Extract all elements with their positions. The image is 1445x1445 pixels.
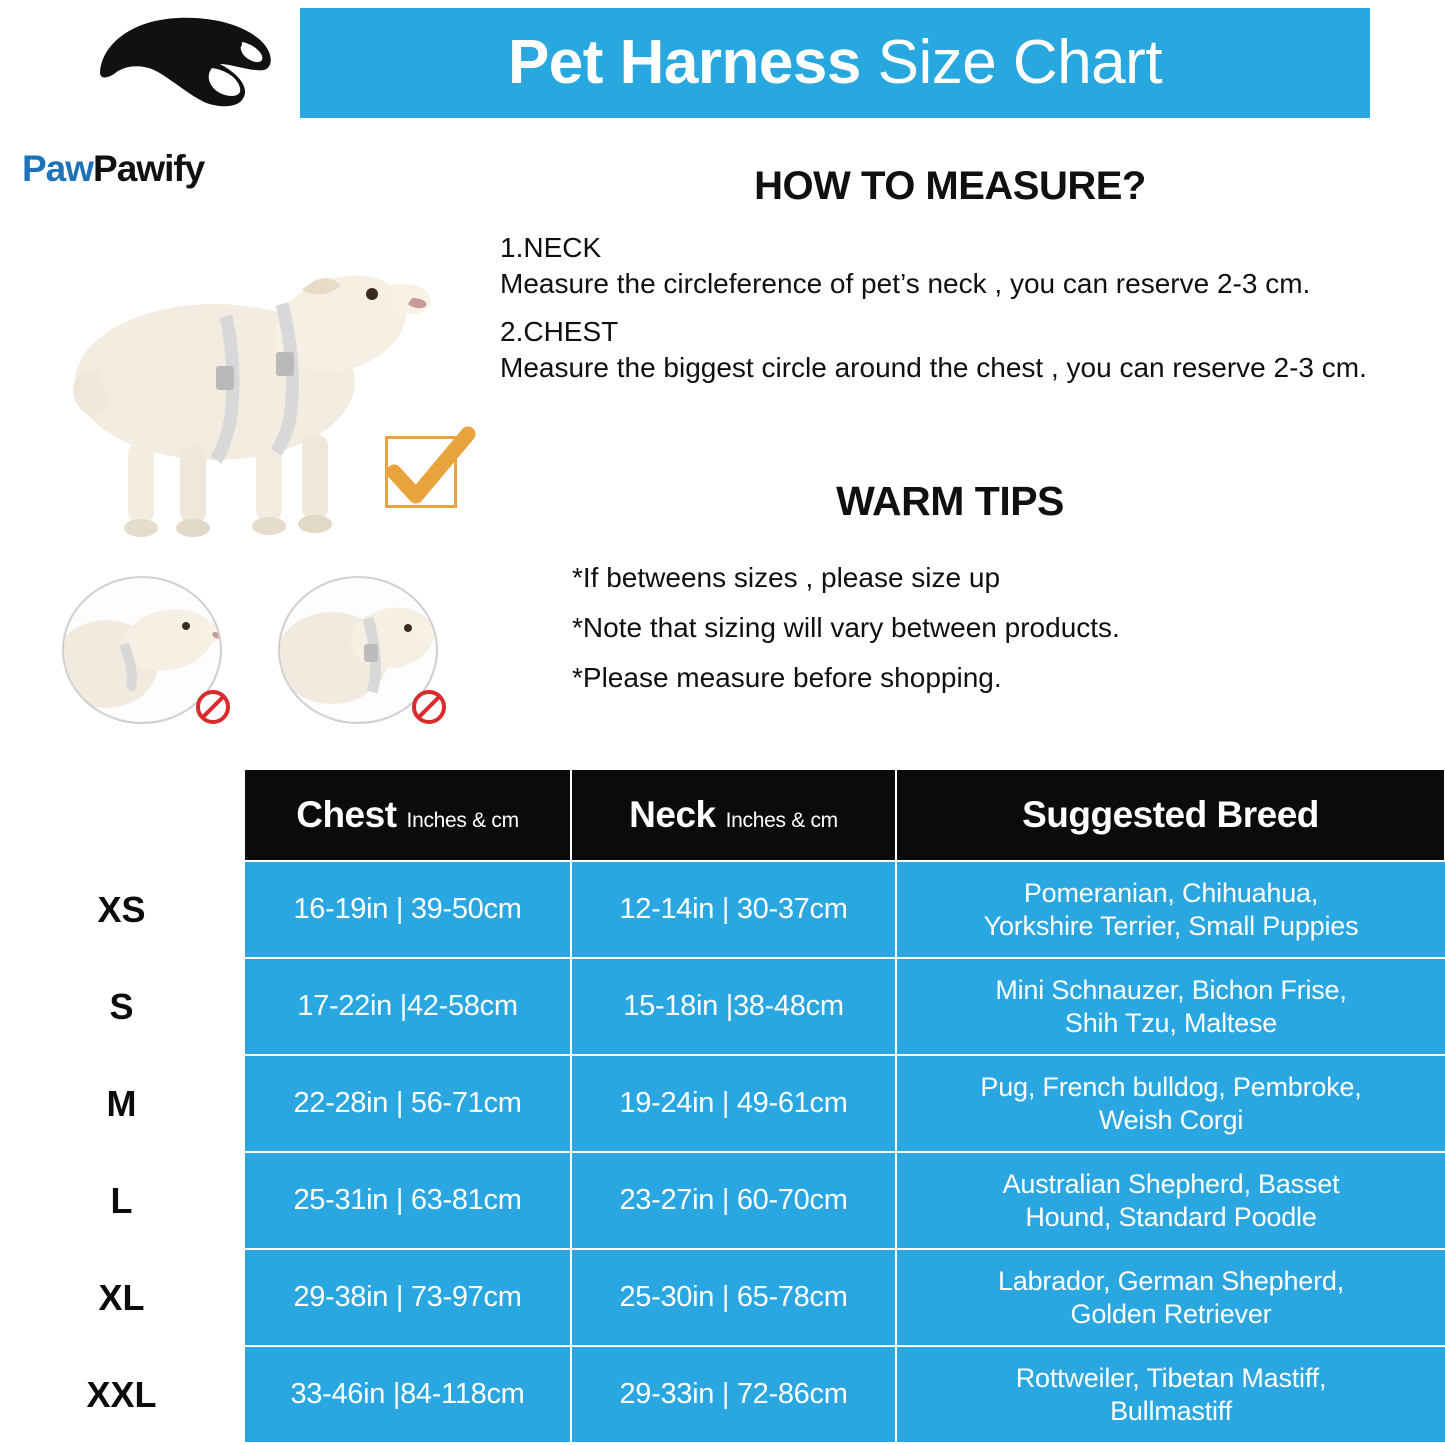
row-size-xxl: XXL — [0, 1346, 244, 1443]
no-entry-icon-2 — [412, 690, 446, 724]
row-neck-m: 19-24in | 49-61cm — [571, 1055, 896, 1152]
row-size-xs: XS — [0, 861, 244, 958]
row-chest-l: 25-31in | 63-81cm — [244, 1152, 571, 1249]
page-title — [507, 28, 1163, 97]
table-row — [0, 1055, 1445, 1152]
row-breed-xs — [896, 861, 1445, 958]
brand-name-part2: Pawify — [93, 148, 205, 189]
row-breed-l-line2: Hound, Standard Poodle — [1025, 1201, 1317, 1232]
row-neck-xs: 12-14in | 30-37cm — [571, 861, 896, 958]
row-breed-m — [896, 1055, 1445, 1152]
row-breed-l-line1: Australian Shepherd, Basset — [1002, 1168, 1340, 1199]
table-row — [0, 1249, 1445, 1346]
row-breed-s-line1: Mini Schnauzer, Bichon Frise, — [995, 974, 1347, 1005]
table-header-neck — [571, 769, 896, 861]
row-neck-xl: 25-30in | 65-78cm — [571, 1249, 896, 1346]
table-header-neck-label: Neck — [629, 794, 716, 835]
page-title-bold: Pet Harness — [507, 28, 861, 97]
brand-logo — [14, 10, 294, 200]
row-breed-m-line2: Weish Corgi — [1098, 1104, 1244, 1135]
row-chest-xs: 16-19in | 39-50cm — [244, 861, 571, 958]
table-header-breed — [896, 769, 1445, 861]
warm-tips-title: WARM TIPS — [836, 478, 1064, 524]
row-chest-xl: 29-38in | 73-97cm — [244, 1249, 571, 1346]
table-header-blank — [0, 769, 244, 861]
table-header-row — [0, 769, 1445, 861]
size-table — [0, 768, 1445, 1444]
measure-step-body-chest: Measure the biggest circle around the chest , you can reserve 2-3 cm. — [500, 352, 1367, 383]
row-size-xl: XL — [0, 1249, 244, 1346]
row-breed-s-line2: Shih Tzu, Maltese — [1064, 1007, 1278, 1038]
row-size-m: M — [0, 1055, 244, 1152]
size-table-wrapper — [0, 768, 1445, 1444]
row-neck-l: 23-27in | 60-70cm — [571, 1152, 896, 1249]
row-chest-m: 22-28in | 56-71cm — [244, 1055, 571, 1152]
row-chest-s: 17-22in |42-58cm — [244, 958, 571, 1055]
how-to-measure-list — [500, 232, 1430, 400]
row-breed-s — [896, 958, 1445, 1055]
table-row — [0, 861, 1445, 958]
row-size-s: S — [0, 958, 244, 1055]
row-breed-xs-line2: Yorkshire Terrier, Small Puppies — [983, 910, 1359, 941]
row-breed-xs-line1: Pomeranian, Chihuahua, — [1023, 877, 1319, 908]
row-breed-xxl-line1: Rottweiler, Tibetan Mastiff, — [1015, 1362, 1327, 1393]
row-breed-m-line1: Pug, French bulldog, Pembroke, — [980, 1071, 1362, 1102]
row-breed-l — [896, 1152, 1445, 1249]
row-breed-xl-line2: Golden Retriever — [1070, 1298, 1272, 1329]
table-header-chest-units: Inches & cm — [406, 809, 519, 832]
header-banner — [300, 8, 1370, 118]
how-to-measure-title: HOW TO MEASURE? — [754, 164, 1146, 208]
row-neck-s: 15-18in |38-48cm — [571, 958, 896, 1055]
warm-tip-3: *Please measure before shopping. — [572, 662, 1002, 693]
row-neck-xxl: 29-33in | 72-86cm — [571, 1346, 896, 1443]
row-chest-xxl: 33-46in |84-118cm — [244, 1346, 571, 1443]
warm-tip-1: *If betweens sizes , please size up — [572, 562, 1001, 593]
page-title-light: Size Chart — [877, 28, 1163, 97]
orange-checkmark-icon — [380, 420, 480, 520]
dog-head-icon — [92, 14, 282, 144]
row-breed-xxl — [896, 1346, 1445, 1443]
warm-tip-2: *Note that sizing will vary between products. — [572, 612, 1120, 643]
table-header-breed-label: Suggested Breed — [1022, 794, 1319, 835]
table-header-neck-units: Inches & cm — [725, 809, 838, 832]
row-size-l: L — [0, 1152, 244, 1249]
row-breed-xxl-line2: Bullmastiff — [1110, 1395, 1232, 1426]
no-entry-icon-1 — [196, 690, 230, 724]
warm-tips-list — [572, 562, 1432, 712]
measure-step-heading-neck: 1.NECK — [500, 232, 602, 263]
table-row — [0, 958, 1445, 1055]
row-breed-xl — [896, 1249, 1445, 1346]
measure-step-body-neck: Measure the circleference of pet’s neck , you can reserve 2-3 cm. — [500, 268, 1311, 299]
brand-name-part1: Paw — [22, 148, 94, 189]
brand-name — [22, 148, 204, 190]
table-row — [0, 1152, 1445, 1249]
measure-step-heading-chest: 2.CHEST — [500, 316, 619, 347]
table-header-chest — [244, 769, 571, 861]
row-breed-xl-line1: Labrador, German Shepherd, — [997, 1265, 1345, 1296]
table-header-chest-label: Chest — [296, 794, 397, 835]
table-row — [0, 1346, 1445, 1443]
